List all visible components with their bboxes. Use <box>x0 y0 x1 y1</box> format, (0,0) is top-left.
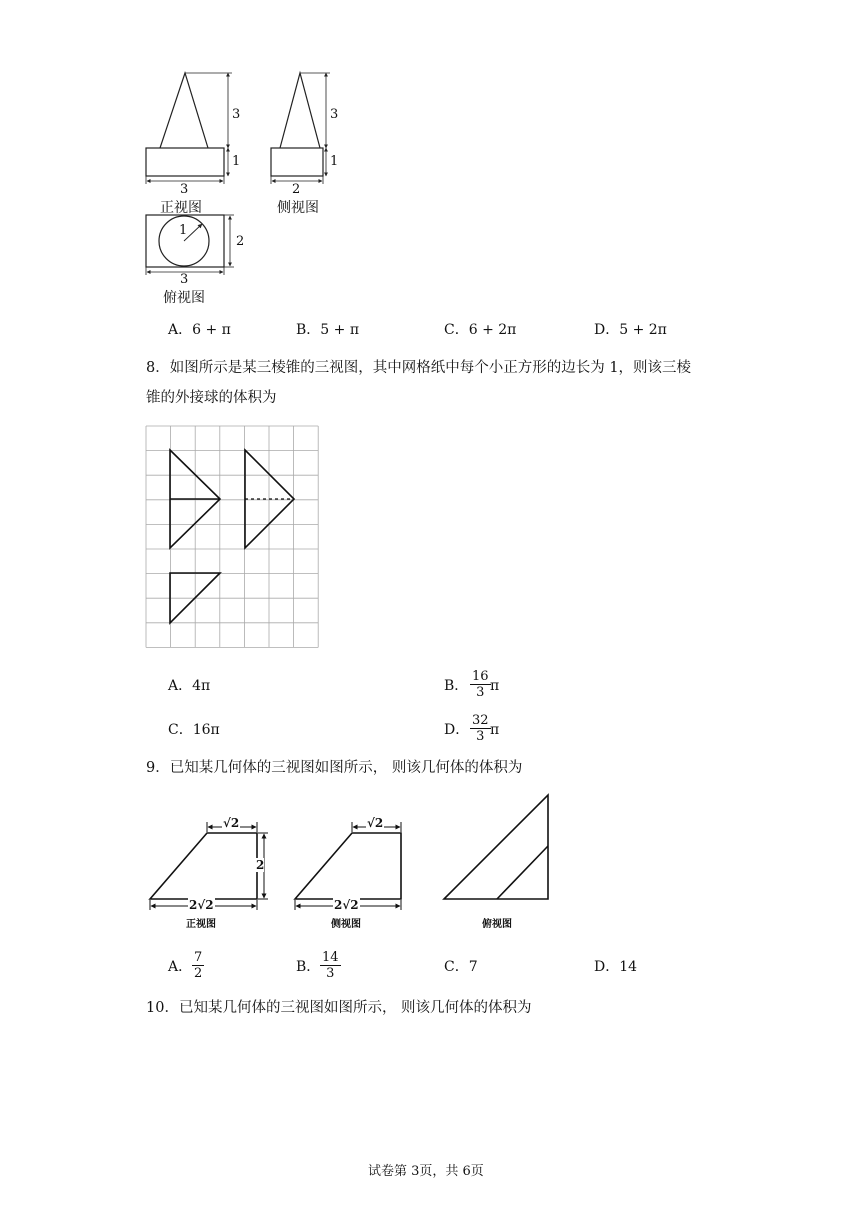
q8-option-d-key: D． <box>444 722 470 738</box>
option-value: 5 + π <box>320 322 360 338</box>
q7-top-depth: 2 <box>236 234 245 249</box>
fraction-denominator: 3 <box>326 966 335 981</box>
q9-side-view <box>295 822 401 910</box>
q9-top-view <box>444 795 548 899</box>
q9-front-top-edge: √2 <box>223 816 240 830</box>
q7-front-width: 3 <box>180 182 189 197</box>
q9-front-height: 2 <box>256 858 265 872</box>
q9-option-d <box>594 958 637 976</box>
option-key: C． <box>444 959 469 975</box>
q9-option-c <box>444 958 478 976</box>
option-key: C． <box>444 322 469 338</box>
option-key: B． <box>296 322 321 338</box>
q8-stem-line2: 锥的外接球的体积为 <box>146 390 277 406</box>
option-key: A． <box>168 322 193 338</box>
q9-option-b-key: B． <box>296 959 321 975</box>
option-key: C． <box>168 722 193 738</box>
option-value: 16π <box>192 722 220 738</box>
q7-top-width: 3 <box>180 272 189 287</box>
q7-front-height-top: 3 <box>232 107 241 122</box>
q9-option-a-key: A． <box>168 959 193 975</box>
q9-side-top-edge: √2 <box>367 816 384 830</box>
q9-option-b-fraction <box>320 950 341 981</box>
q7-front-height-base: 1 <box>232 154 241 169</box>
fraction-denominator: 3 <box>476 685 485 700</box>
q8-option-d-pi: π <box>490 722 500 738</box>
option-value: 5 + 2π <box>619 322 667 338</box>
fraction-numerator: 14 <box>322 950 339 965</box>
q9-side-label: 侧视图 <box>331 919 361 930</box>
q7-front-label: 正视图 <box>160 200 202 216</box>
option-key: D． <box>594 959 620 975</box>
q7-side-label: 侧视图 <box>277 200 319 216</box>
fraction-numerator: 32 <box>472 713 489 728</box>
fraction-numerator: 7 <box>194 950 203 965</box>
q9-front-base: 2√2 <box>189 898 214 912</box>
option-value: 7 <box>468 959 478 975</box>
q7-side-height-top: 3 <box>330 107 339 122</box>
fraction-denominator: 2 <box>194 966 203 981</box>
option-value: 14 <box>619 959 638 975</box>
q9-stem: 9．已知某几何体的三视图如图所示， 则该几何体的体积为 <box>146 760 523 776</box>
q8-stem-line1: 8．如图所示是某三棱锥的三视图，其中网格纸中每个小正方形的边长为 1，则该三棱 <box>146 360 692 376</box>
q7-side-height-base: 1 <box>330 154 339 169</box>
q9-front-label: 正视图 <box>186 919 216 930</box>
page-footer: 试卷第 3页，共 6页 <box>368 1164 484 1179</box>
option-value: 6 + 2π <box>468 322 517 338</box>
option-value: 6 + π <box>192 322 231 338</box>
q7-side-width: 2 <box>292 182 301 197</box>
q7-top-radius: 1 <box>179 223 188 238</box>
option-key: A． <box>168 678 193 694</box>
option-key: D． <box>594 322 620 338</box>
q9-side-base: 2√2 <box>334 898 359 912</box>
q8-option-b-key: B． <box>444 678 469 694</box>
q7-top-label: 俯视图 <box>163 290 205 306</box>
q9-top-label: 俯视图 <box>482 919 512 930</box>
fraction-denominator: 3 <box>476 729 485 744</box>
q9-front-view <box>150 822 268 910</box>
q10-stem: 10．已知某几何体的三视图如图所示， 则该几何体的体积为 <box>146 1000 532 1016</box>
q9-option-a-fraction <box>192 950 204 981</box>
fraction-numerator: 16 <box>472 669 489 684</box>
option-value: 4π <box>192 678 211 694</box>
q8-option-b-pi: π <box>490 678 500 694</box>
